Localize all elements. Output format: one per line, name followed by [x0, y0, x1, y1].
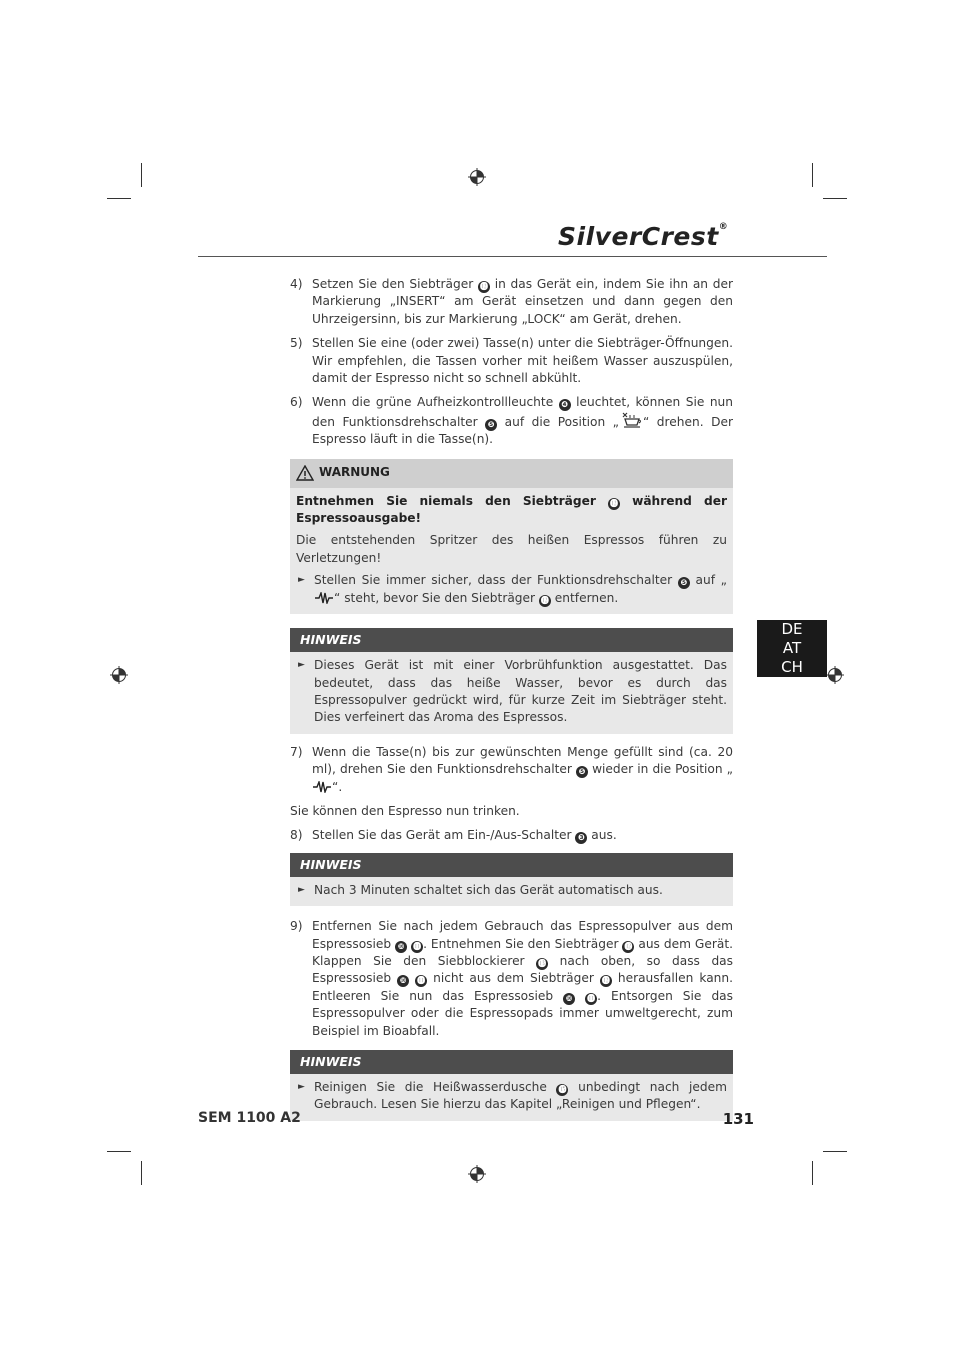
ref-number: ⓫ [417, 976, 426, 986]
registration-mark-icon [826, 666, 844, 684]
step-8 [290, 827, 733, 844]
step-9 [290, 918, 733, 1040]
step-number: 8) [290, 828, 303, 843]
step-text: Setzen Sie den Siebträger [312, 277, 478, 291]
bullet-arrow-icon: ► [298, 1082, 305, 1092]
warning-title: WARNUNG [319, 465, 390, 480]
warning-box [290, 459, 733, 614]
step-number: 4) [290, 277, 303, 291]
step-text: . Entnehmen Sie den Siebträger [423, 936, 623, 951]
note-body [290, 652, 733, 734]
language-tab [757, 620, 827, 677]
note-header: HINWEIS [290, 853, 733, 877]
warning-lead [296, 493, 727, 528]
crop-mark [812, 163, 813, 187]
page-number: 131 [722, 1110, 754, 1128]
ref-number: ⓫ [413, 941, 422, 951]
header-rule [198, 256, 827, 257]
crop-mark [107, 198, 131, 199]
brand-logo [558, 222, 728, 251]
ref-number: ❿ [395, 941, 407, 953]
registered-mark: ® [718, 222, 729, 232]
step-5 [290, 335, 733, 387]
warning-triangle-icon [296, 465, 314, 481]
step-text: Wenn die grüne Aufheizkontrollleuchte [312, 395, 559, 410]
crop-mark [107, 1151, 131, 1152]
bullet-text: Stellen Sie immer sicher, dass der Funktionsdrehschalter [314, 573, 678, 588]
step-text: Wenn die Tasse(n) bis zur gewünschten Menge gefüllt sind (ca. 20 ml), drehen Sie den Funktionsdrehschalter [312, 744, 733, 777]
registration-mark-icon [468, 1165, 486, 1183]
step-text: Stellen Sie das Gerät am Ein-/Aus-Schalter [312, 828, 576, 843]
ref-number: ⓬ [479, 282, 488, 291]
warning-body [290, 488, 733, 614]
step-text: aus dem Gerät. Klappen Sie den Siebblockierer [312, 936, 733, 968]
warning-bullet [296, 572, 727, 607]
espresso-cup-icon [619, 412, 643, 430]
note-bullet [296, 1079, 727, 1114]
bullet-text: Reinigen Sie die Heißwasserdusche [314, 1080, 557, 1094]
note-box-3 [290, 1050, 733, 1121]
step-text: “. [332, 779, 343, 794]
step-text: . Entsorgen Sie das Espressopulver oder die Espressopads immer umweltgerecht, zum Beispiel im Bioabfall. [312, 988, 733, 1038]
lang-de: DE [781, 620, 803, 638]
warning-header [290, 459, 733, 488]
bullet-arrow-icon: ► [298, 575, 305, 586]
step-4 [290, 276, 733, 328]
ref-number: ⓯ [558, 1085, 567, 1094]
brand-logo-text: SilverCrest [558, 222, 719, 251]
crop-mark [823, 198, 847, 199]
warning-lead-text: Entnehmen Sie niemals den Siebträger [296, 493, 608, 508]
crop-mark [812, 1161, 813, 1185]
warning-lead-text: während der Espressoausgabe! [296, 493, 728, 526]
note-box-2 [290, 853, 733, 906]
step-text: wieder in die Position „ [587, 762, 733, 777]
lang-ch: CH [781, 658, 803, 676]
ref-number: ⓭ [538, 958, 547, 968]
note-bullet [296, 657, 727, 727]
warning-text: Die entstehenden Spritzer des heißen Espressos führen zu Verletzungen! [296, 533, 727, 565]
crop-mark [823, 1151, 847, 1152]
drink-text: Sie können den Espresso nun trinken. [290, 803, 520, 818]
ref-number: ⓬ [601, 976, 610, 986]
ref-number: ⓬ [609, 498, 618, 508]
step-text: in das Gerät ein, indem Sie ihn an der Markierung „INSERT“ am Gerät einsetzen und dann gegen den Uhrzeigersinn, bis zur Markierung „LOCK“ am Gerät, drehen. [312, 277, 733, 326]
step-text: auf die Position „ [497, 414, 619, 429]
bullet-text: auf „ [689, 573, 727, 588]
bullet-text: Dieses Gerät ist mit einer Vorbrühfunktion ausgestattet. Das bedeutet, dass das heiße Wasser, bevor es durch das Espressopulver gedrückt wird, für kurze Zeit im Siebträger steht. Dies verfeinert das Aroma des Espressos. [314, 658, 727, 725]
step-7 [290, 744, 733, 796]
step-6 [290, 394, 733, 448]
registration-mark-icon [110, 666, 128, 684]
model-number: SEM 1100 A2 [198, 1110, 301, 1126]
lang-at: AT [782, 639, 802, 657]
step-text: leuchtet, können Sie nun den Funktionsdrehschalter [312, 395, 733, 429]
bullet-text: Nach 3 Minuten schaltet sich das Gerät automatisch aus. [314, 882, 663, 897]
crop-mark [141, 1161, 142, 1185]
registration-mark-icon [468, 168, 486, 186]
note-box-1 [290, 628, 733, 734]
steam-wave-icon [312, 781, 332, 793]
ref-number: ❺ [678, 577, 690, 589]
ref-number: ❺ [485, 419, 497, 431]
crop-mark [141, 163, 142, 187]
step-number: 7) [290, 744, 303, 759]
step-number: 6) [290, 395, 303, 410]
bullet-text: unbedingt nach jedem Gebrauch. Lesen Sie hierzu das Kapitel „Reinigen und Pflegen“. [314, 1080, 727, 1112]
ref-number: ❺ [576, 766, 588, 778]
bullet-arrow-icon: ► [298, 660, 305, 671]
ref-number: ⓫ [587, 993, 596, 1003]
step-text: herausfallen kann. Entleeren Sie nun das Espressosieb [312, 971, 733, 1003]
ref-number: ❸ [575, 832, 587, 844]
ref-number: ⓬ [540, 595, 549, 605]
note-bullet [296, 882, 727, 899]
ref-number: ❿ [397, 975, 409, 987]
ref-number: ❹ [559, 399, 571, 411]
bullet-text: entfernen. [550, 590, 619, 605]
ref-number: ⓬ [624, 941, 633, 951]
step-text: aus. [587, 828, 617, 843]
step-text: Entfernen Sie nach jedem Gebrauch das Espressopulver aus dem Espressosieb [312, 919, 733, 951]
step-text: “ drehen. Der Espresso läuft in die Tasse(n). [312, 414, 733, 447]
ref-number: ❿ [563, 993, 575, 1005]
note-body [290, 1074, 733, 1121]
steam-wave-icon [314, 592, 334, 604]
step-number: 5) [290, 336, 303, 351]
note-header: HINWEIS [290, 628, 733, 652]
bullet-arrow-icon: ► [298, 884, 305, 895]
note-header: HINWEIS [290, 1050, 733, 1074]
step-number: 9) [290, 919, 303, 934]
note-body [290, 877, 733, 906]
step-text: nach oben, so dass das Espressosieb [312, 953, 733, 986]
bullet-text: “ steht, bevor Sie den Siebträger [334, 590, 539, 605]
step-text: nicht aus dem Siebträger [427, 971, 600, 986]
step-text: Stellen Sie eine (oder zwei) Tasse(n) unter die Siebträger-Öffnungen. Wir empfehlen, die Tassen vorher mit heißem Wasser auszuspülen, damit der Espresso nicht so schnell abkühlt. [312, 336, 733, 386]
main-content [290, 276, 733, 1131]
